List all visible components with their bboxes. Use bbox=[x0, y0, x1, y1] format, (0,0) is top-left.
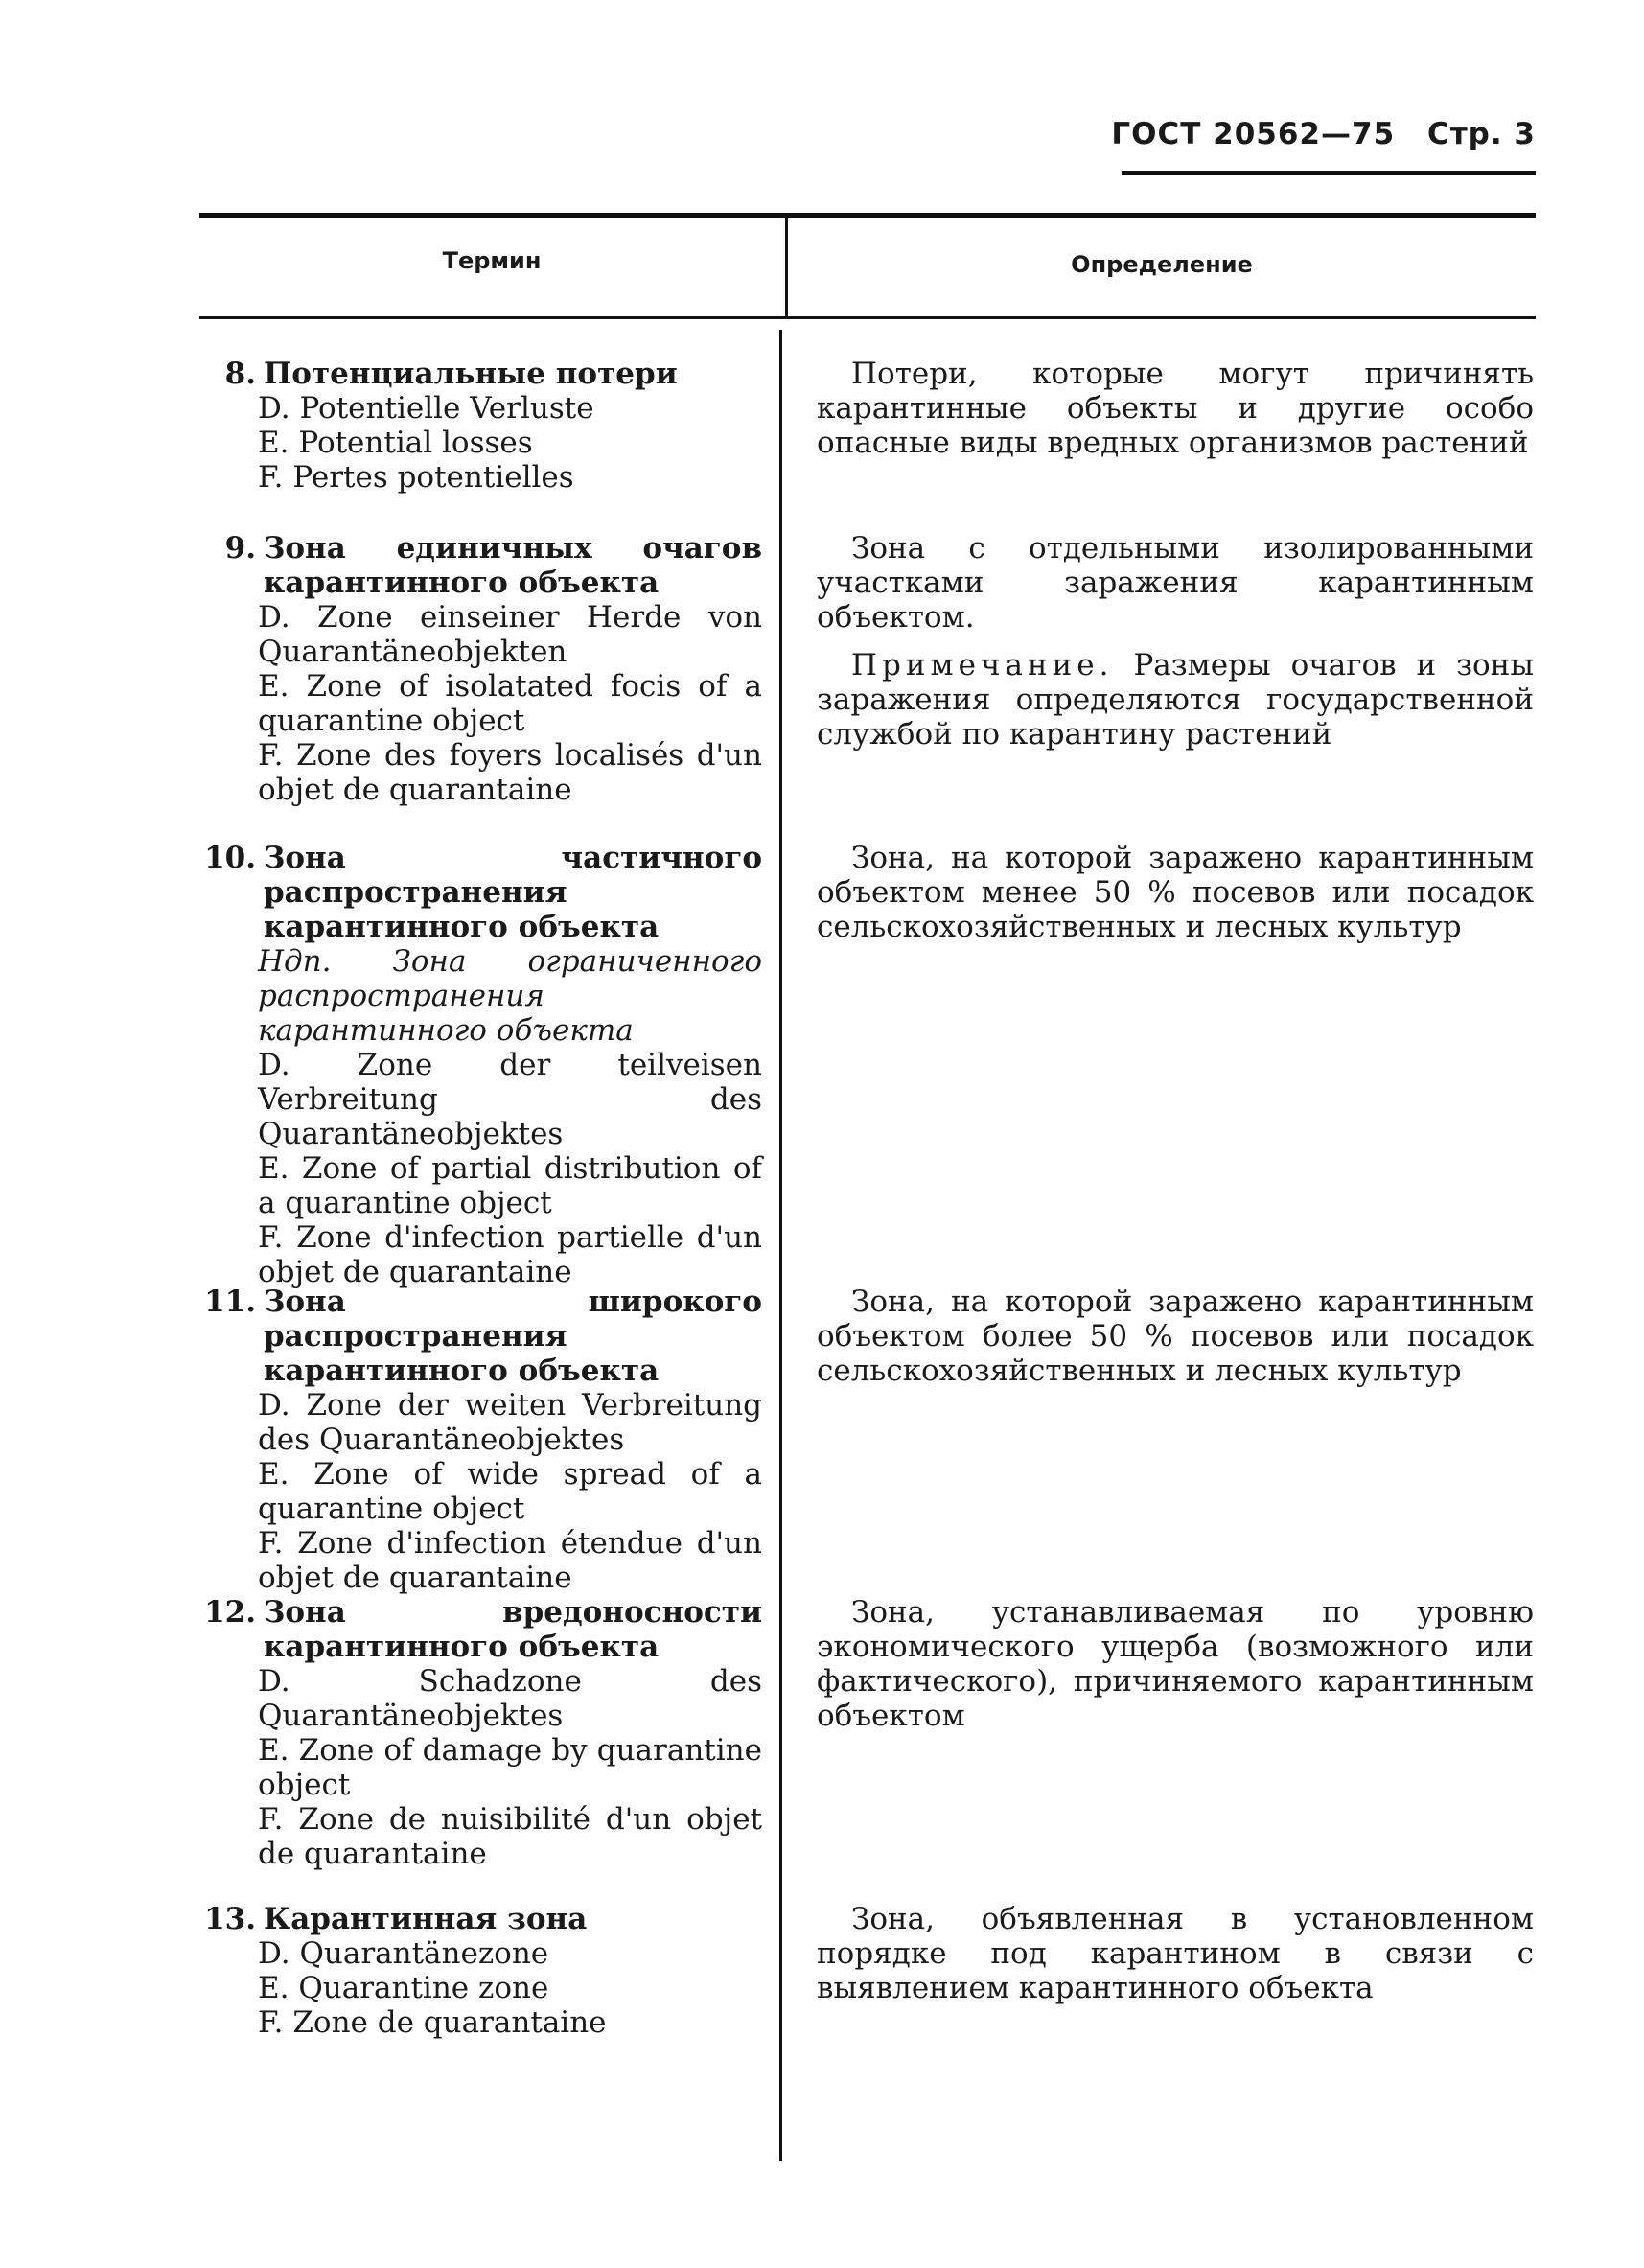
term-russian: Зона вредоносности карантинного объекта bbox=[264, 1595, 762, 1664]
term-number: 9. bbox=[224, 531, 256, 566]
term-entry-8 bbox=[197, 357, 762, 495]
term-english: E. Zone of wide spread of a quarantine object bbox=[258, 1457, 762, 1526]
term-number: 13. bbox=[204, 1902, 256, 1936]
term-german: D. Zone der weiten Verbreitung des Quarantäneobjektes bbox=[258, 1388, 762, 1457]
page-number: Стр. 3 bbox=[1426, 117, 1536, 151]
term-entry-12 bbox=[197, 1595, 762, 1871]
term-russian: Зона широкого распространения карантинного объекта bbox=[264, 1284, 762, 1388]
term-english: E. Zone of isolatated focis of a quarantine object bbox=[258, 669, 762, 738]
definition-text: Зона, на которой заражено карантинным объектом менее 50 % посевов или посадок сельскохозяйственных и лесных культур bbox=[817, 841, 1534, 944]
term-english: E. Zone of partial distribution of a quarantine object bbox=[258, 1151, 762, 1220]
term-number: 10. bbox=[204, 841, 256, 875]
term-entry-11 bbox=[197, 1284, 762, 1595]
definition-12 bbox=[817, 1595, 1534, 1733]
term-not-recommended: Ндп. Зона ограниченного распространения карантинного объекта bbox=[258, 944, 762, 1048]
table-header-rule bbox=[199, 316, 1536, 319]
term-french: F. Zone de quarantaine bbox=[258, 2005, 607, 2040]
term-number: 12. bbox=[204, 1595, 256, 1630]
term-entry-10 bbox=[197, 841, 762, 1289]
term-german: D. Quarantänezone bbox=[258, 1936, 549, 1971]
term-german: D. Schadzone des Quarantäneobjektes bbox=[258, 1664, 762, 1733]
term-german: D. Zone einseiner Herde von Quarantäneobjekten bbox=[258, 600, 762, 669]
definition-13 bbox=[817, 1902, 1534, 2005]
term-entry-13 bbox=[197, 1902, 762, 2040]
column-header-definition: Определение bbox=[1071, 251, 1253, 278]
column-divider-body bbox=[779, 330, 782, 2161]
term-english: E. Quarantine zone bbox=[258, 1971, 549, 2005]
column-header-term: Термин bbox=[442, 247, 542, 274]
definition-10 bbox=[817, 841, 1534, 944]
term-russian: Карантинная зона bbox=[264, 1902, 588, 1936]
page-header bbox=[1111, 117, 1536, 151]
term-english: E. Potential losses bbox=[258, 426, 533, 460]
definition-text: Зона, объявленная в установленном порядке под карантином в связи с выявлением карантинного объекта bbox=[817, 1902, 1534, 2005]
definition-note bbox=[817, 648, 1534, 752]
term-french: F. Zone d'infection étendue d'un objet de quarantaine bbox=[258, 1526, 762, 1595]
term-english: E. Zone of damage by quarantine object bbox=[258, 1733, 762, 1802]
header-rule bbox=[1122, 171, 1536, 175]
definition-9 bbox=[817, 531, 1534, 752]
definition-text: Зона, устанавливаемая по уровню экономического ущерба (возможного или фактического), причиняемого карантинным объектом bbox=[817, 1595, 1534, 1733]
definition-11 bbox=[817, 1284, 1534, 1388]
definition-text: Зона, на которой заражено карантинным объектом более 50 % посевов или посадок сельскохозяйственных и лесных культур bbox=[817, 1284, 1534, 1388]
term-french: F. Zone de nuisibilité d'un objet de quarantaine bbox=[258, 1802, 762, 1871]
term-french: F. Zone d'infection partielle d'un objet de quarantaine bbox=[258, 1220, 762, 1289]
term-german: D. Potentielle Verluste bbox=[258, 391, 594, 426]
term-french: F. Zone des foyers localisés d'un objet de quarantaine bbox=[258, 738, 762, 807]
term-entry-9 bbox=[197, 531, 762, 807]
term-number: 11. bbox=[204, 1284, 256, 1319]
term-russian: Потенциальные потери bbox=[264, 357, 678, 391]
standard-number: ГОСТ 20562—75 bbox=[1111, 117, 1396, 151]
definition-text: Зона с отдельными изолированными участками заражения карантинным объектом. bbox=[817, 531, 1534, 635]
term-german: D. Zone der teilveisen Verbreitung des Quarantäneobjektes bbox=[258, 1048, 762, 1151]
note-label: Примечание. bbox=[851, 648, 1114, 683]
note-text: Размеры очагов и зоны заражения определяются государственной службой по карантину растений bbox=[817, 648, 1534, 752]
term-russian: Зона единичных очагов карантинного объекта bbox=[264, 531, 762, 600]
definition-text: Потери, которые могут причинять карантинные объекты и другие особо опасные виды вредных организмов растений bbox=[817, 357, 1534, 460]
term-french: F. Pertes potentielles bbox=[258, 460, 574, 495]
table-top-rule bbox=[199, 213, 1536, 218]
definition-8 bbox=[817, 357, 1534, 460]
term-number: 8. bbox=[224, 357, 256, 391]
term-russian: Зона частичного распространения карантинного объекта bbox=[264, 841, 762, 944]
